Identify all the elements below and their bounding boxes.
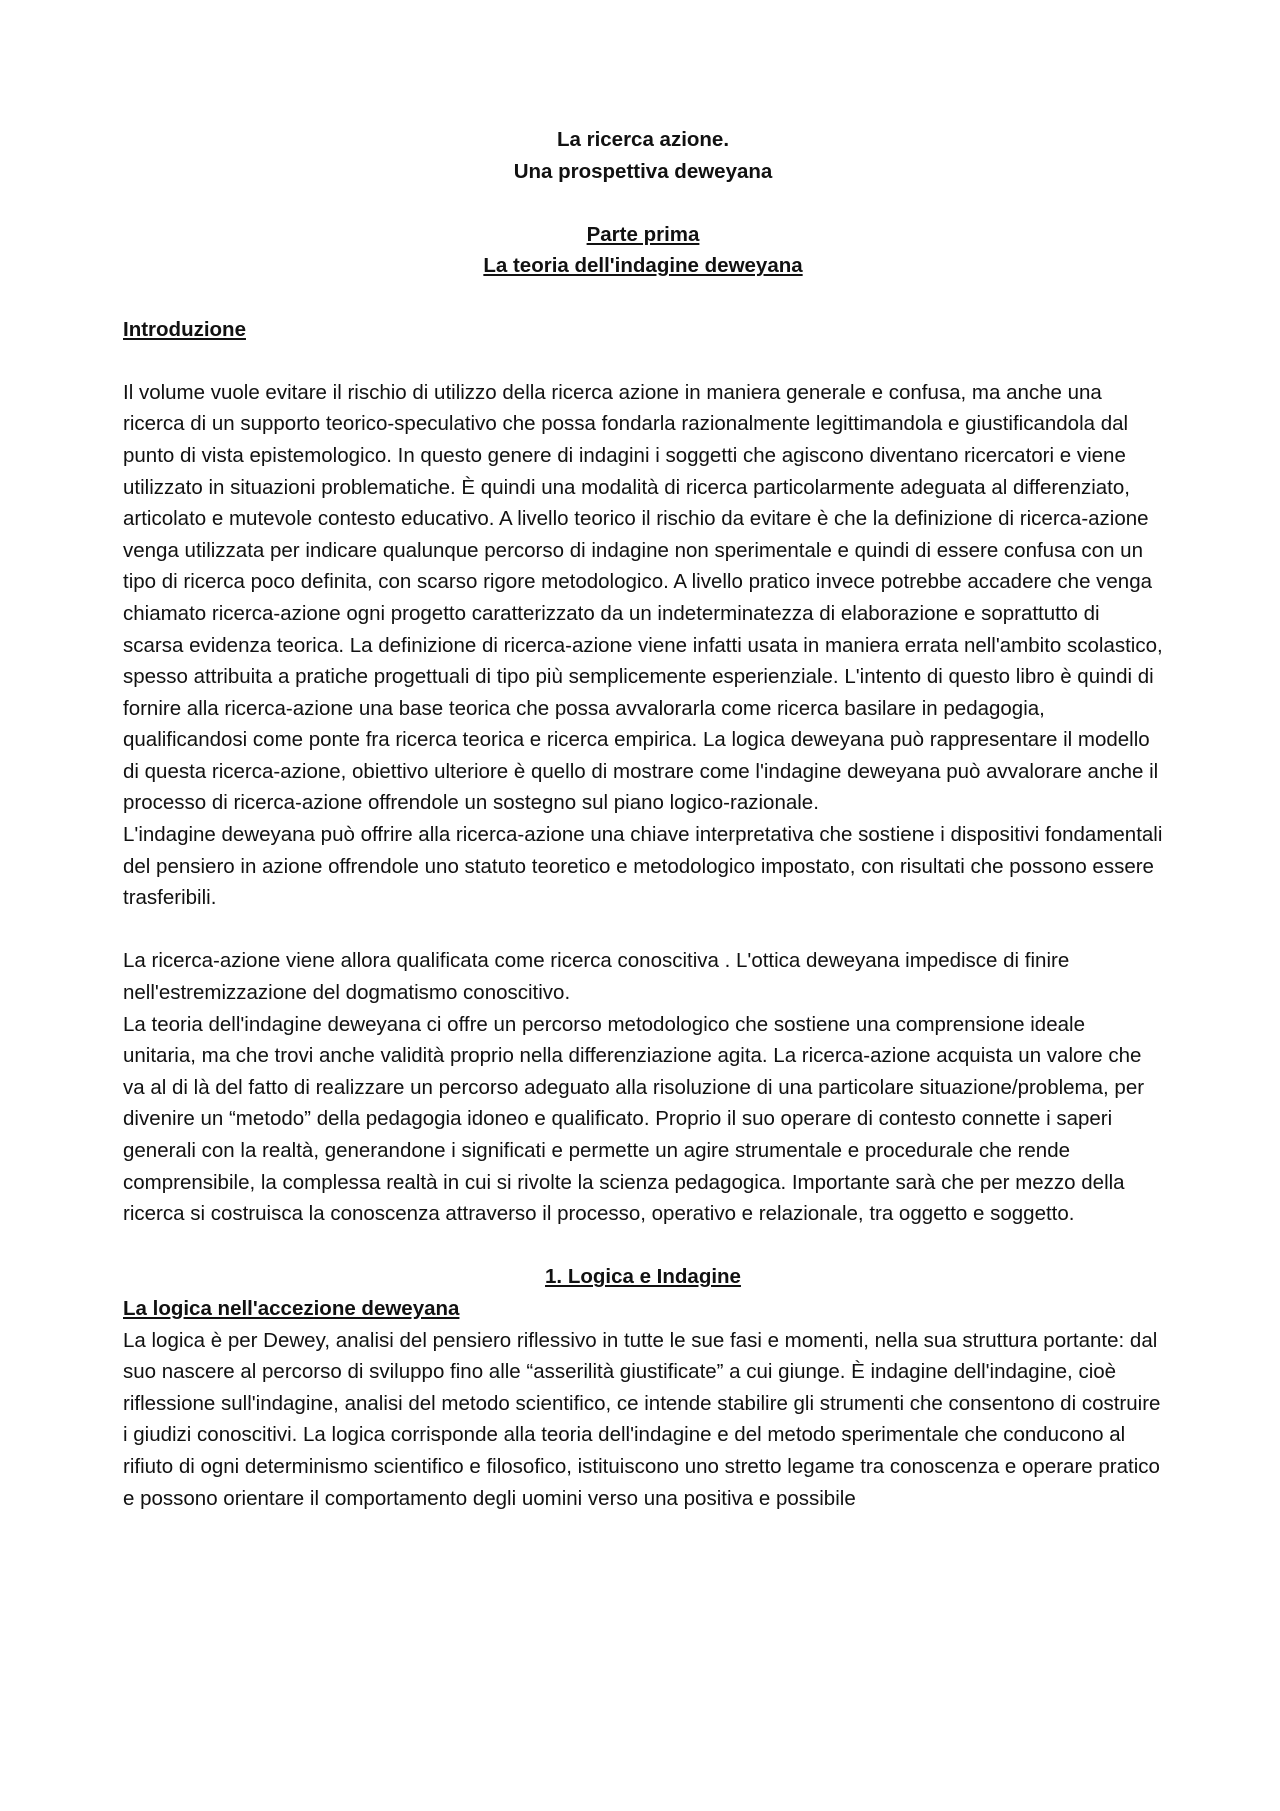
- spacer: [123, 282, 1163, 314]
- part-title: La teoria dell'indagine deweyana: [483, 254, 803, 278]
- title-line-1: La ricerca azione.: [556, 128, 730, 151]
- intro-paragraph: La ricerca-azione viene allora qualificata come ricerca conoscitiva . L'ottica deweyana impedisce di finire nell'estremizzazione del dogmatismo conoscitivo.: [123, 949, 1070, 1005]
- subsection-1-heading: La logica nell'accezione deweyana: [123, 1296, 460, 1320]
- intro-heading: Introduzione: [123, 317, 246, 341]
- title-line-2: Una prospettiva deweyana: [513, 159, 773, 183]
- section-1-paragraph: La logica è per Dewey, analisi del pensiero riflessivo in tutte le sue fasi e momenti, nella sua struttura portante: dal suo nascere al percorso di sviluppo fino alle “asserilità giustificate” a cui giunge. È indagine dell'indagine, cioè riflessione sull'indagine, analisi del metodo scientifico, ce intende stabilire gli strumenti che consentono di costruire i giudizi conoscitivi. La logica corrisponde alla teoria dell'indagine e del metodo sperimentale che conducono al rifiuto di ogni determinismo scientifico e filosofico, istituiscono uno stretto legame tra conoscenza e operare pratico e possono orientare il comportamento degli uomini verso una positiva e possibile: [123, 1328, 1161, 1510]
- intro-paragraph: L'indagine deweyana può offrire alla ricerca-azione una chiave interpretativa che sostiene i dispositivi fondamentali del pensiero in azione offrendole uno statuto teoretico e metodologico impostato, con risultati che possono essere trasferibili.: [123, 823, 1163, 910]
- spacer: [123, 187, 1163, 219]
- spacer: [123, 345, 1163, 377]
- spacer: [123, 1230, 1163, 1262]
- document-body: [123, 124, 1163, 1514]
- intro-paragraph: La teoria dell'indagine deweyana ci offre un percorso metodologico che sostiene una comprensione ideale unitaria, ma che trovi anche validità proprio nella differenziazione agita. La ricerca-azione acquista un valore che va al di là del fatto di realizzare un percorso adeguato alla risoluzione di una particolare situazione/problema, per divenire un “metodo” della pedagogia idoneo e qualificato. Proprio il suo operare di contesto connette i saperi generali con la realtà, generandone i significati e permette un agire strumentale e procedurale che rende comprensibile, la complessa realtà in cui si rivolte la scienza pedagogica. Importante sarà che per mezzo della ricerca si costruisca la conoscenza attraverso il processo, operativo e relazionale, tra oggetto e soggetto.: [123, 1012, 1145, 1226]
- intro-paragraph: Il volume vuole evitare il rischio di utilizzo della ricerca azione in maniera generale e confusa, ma anche una ricerca di un supporto teorico-speculativo che possa fondarla razionalmente legittimandola e giustificandola dal punto di vista epistemologico. In questo genere di indagini i soggetti che agiscono diventano ricercatori e viene utilizzato in situazioni problematiche. È quindi una modalità di ricerca particolarmente adeguata al differenziato, articolato e mutevole contesto educativo. A livello teorico il rischio da evitare è che la definizione di ricerca-azione venga utilizzata per indicare qualunque percorso di indagine non sperimentale e quindi di essere confusa con un tipo di ricerca poco definita, con scarso rigore metodologico. A livello pratico invece potrebbe accadere che venga chiamato ricerca-azione ogni progetto caratterizzato da un indeterminatezza di elaborazione e soprattutto di scarsa evidenza teorica. La definizione di ricerca-azione viene infatti usata in maniera errata nell'ambito scolastico, spesso attribuita a pratiche progettuali di tipo più semplicemente esperienziale. L'intento di questo libro è quindi di fornire alla ricerca-azione una base teorica che possa avvalorarla come ricerca basilare in pedagogia, qualificandosi come ponte fra ricerca teorica e ricerca empirica. La logica deweyana può rappresentare il modello di questa ricerca-azione, obiettivo ulteriore è quello di mostrare come l'indagine deweyana può avvalorare anche il processo di ricerca-azione offrendole un sostegno sul piano logico-razionale.: [123, 380, 1163, 815]
- part-label: Parte prima: [586, 222, 700, 246]
- section-1-heading: 1. Logica e Indagine: [545, 1265, 741, 1289]
- spacer: [123, 914, 1163, 946]
